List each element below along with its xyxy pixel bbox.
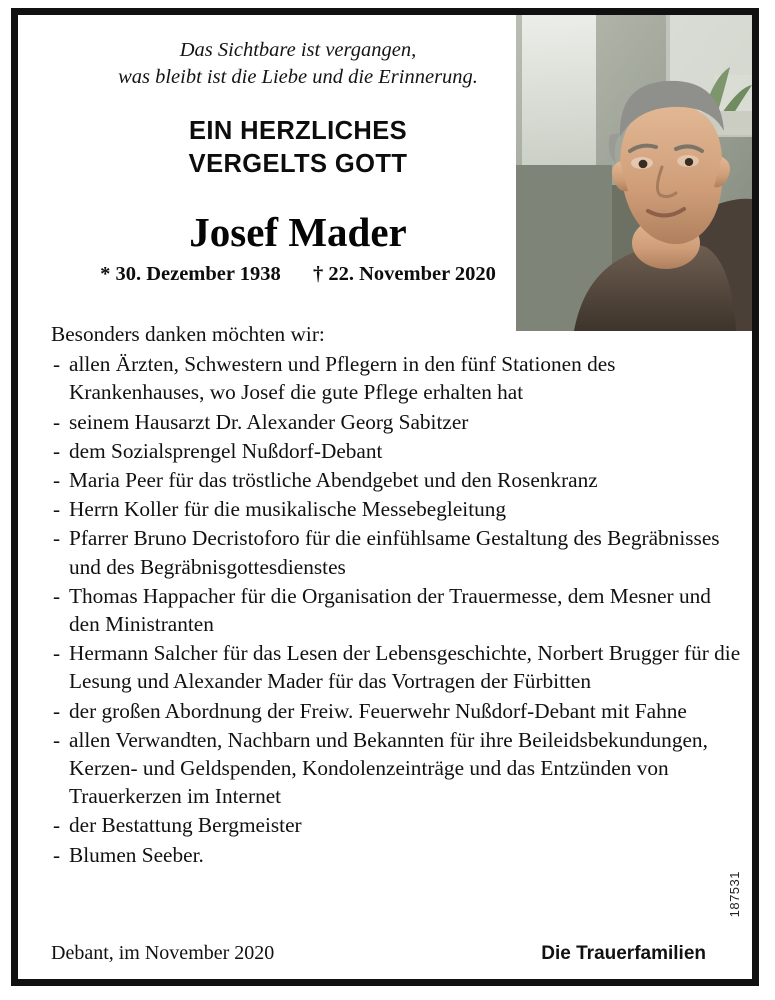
notice-frame <box>11 8 759 986</box>
list-item <box>51 408 741 436</box>
list-item-text: allen Ärzten, Schwestern und Pflegern in den fünf Stationen des Krankenhauses, wo Josef die gute Pflege erhalten hat <box>69 352 616 405</box>
list-item-text: Hermann Salcher für das Lesen der Lebensgeschichte, Norbert Brugger für die Lesung und Alexander Mader für das Vortragen der Fürbitten <box>69 641 741 694</box>
bullet-marker: - <box>53 497 61 522</box>
birth-date: * 30. Dezember 1938 <box>100 263 281 285</box>
thanks-heading-line-2: VERGELTS GOTT <box>188 149 408 178</box>
thanks-heading-line-1: EIN HERZLICHES <box>188 117 408 145</box>
quote-line-1: Das Sichtbare ist vergangen, <box>179 39 417 61</box>
list-item-text: Herrn Koller für die musikalische Messebegleitung <box>69 497 507 522</box>
bullet-marker: - <box>53 641 61 666</box>
bullet-marker: - <box>53 583 61 608</box>
bullet-marker: - <box>53 813 61 838</box>
life-dates <box>58 263 538 286</box>
deceased-name: Josef Mader <box>189 209 407 255</box>
bullet-marker: - <box>53 409 61 434</box>
bullet-marker: - <box>53 842 61 867</box>
place-and-date: Debant, im November 2020 <box>51 942 275 964</box>
bullet-marker: - <box>53 468 61 493</box>
portrait-photo <box>516 15 752 331</box>
thanks-list <box>51 350 741 869</box>
list-item-text: Blumen Seeber. <box>69 842 204 867</box>
list-item-text: seinem Hausarzt Dr. Alexander Georg Sabitzer <box>69 409 469 434</box>
list-item-text: Maria Peer für das tröstliche Abendgebet und den Rosenkranz <box>69 468 598 493</box>
list-item <box>51 350 741 406</box>
bullet-marker: - <box>53 727 61 752</box>
list-item-text: dem Sozialsprengel Nußdorf-Debant <box>69 438 383 463</box>
quote-line-2: was bleibt ist die Liebe und die Erinnerung. <box>118 66 478 89</box>
bullet-marker: - <box>53 526 61 551</box>
bullet-marker: - <box>53 698 61 723</box>
notice-footer <box>51 942 724 965</box>
bullet-marker: - <box>53 438 61 463</box>
list-item <box>51 841 741 869</box>
list-item <box>51 811 741 839</box>
list-item <box>51 582 741 638</box>
thanks-heading <box>88 115 508 180</box>
list-item <box>51 466 741 494</box>
list-item <box>51 726 741 811</box>
list-item-text: der Bestattung Bergmeister <box>69 813 302 838</box>
list-item <box>51 524 741 580</box>
thanks-body <box>51 320 741 870</box>
list-item <box>51 697 741 725</box>
list-item <box>51 639 741 695</box>
death-date: † 22. November 2020 <box>312 263 496 285</box>
reference-code: 187531 <box>727 870 742 917</box>
list-item-text: Thomas Happacher für die Organisation der Trauermesse, dem Mesner und den Ministranten <box>69 583 711 637</box>
lead-text: Besonders danken möchten wir: <box>51 322 325 346</box>
quote-text <box>88 37 508 91</box>
signature: Die Trauerfamilien <box>541 943 706 964</box>
list-item-text: der großen Abordnung der Freiw. Feuerwehr Nußdorf-Debant mit Fahne <box>69 698 687 723</box>
bullet-marker: - <box>53 352 61 377</box>
list-item <box>51 437 741 465</box>
list-item-text: allen Verwandten, Nachbarn und Bekannten für ihre Beileidsbekundungen, Kerzen- und Geldspenden, Kondolenzeinträge und das Entzünden von Trauerkerzen im Internet <box>69 727 708 809</box>
list-item <box>51 495 741 523</box>
list-item-text: Pfarrer Bruno Decristoforo für die einfühlsame Gestaltung des Begräbnisses und des Begräbnisgottesdienstes <box>69 526 720 579</box>
